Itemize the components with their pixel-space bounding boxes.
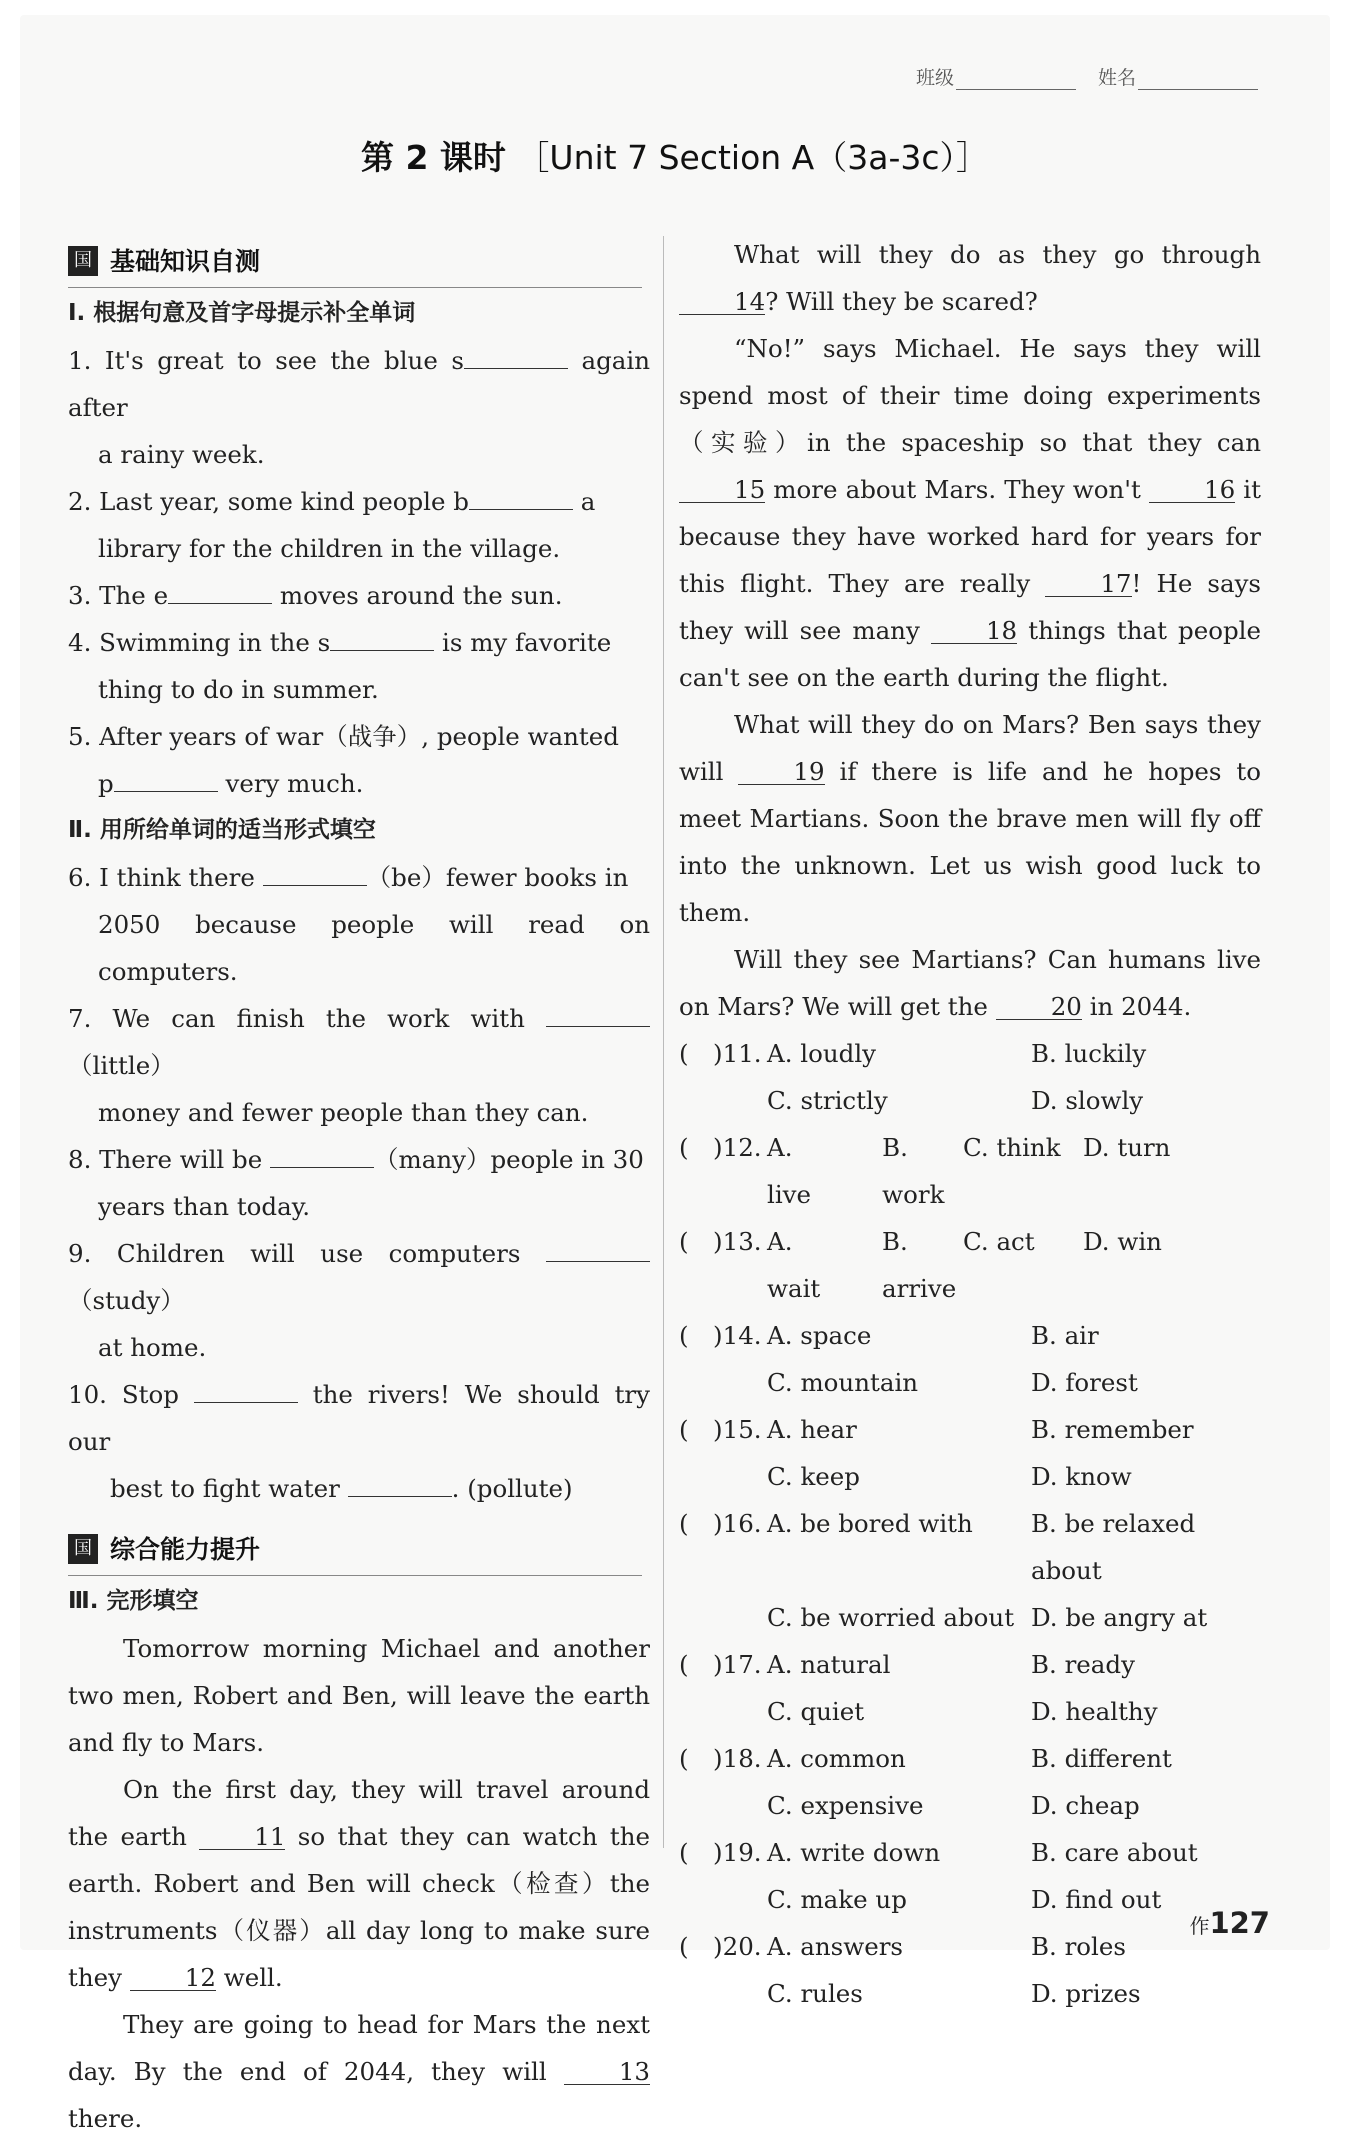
- question-4: 4. Swimming in the s is my favorite thing to do in summer.: [68, 628, 612, 704]
- name-field[interactable]: 姓名: [1098, 63, 1258, 90]
- option-row-11: ( )11. A. loudly B. luckily: [679, 1039, 1147, 1068]
- header-fields: [916, 63, 1258, 90]
- option-row-16: ( )16. A. be bored with B. be relaxed about: [679, 1509, 1196, 1585]
- option-row-12: ( )12. A. live B. work C. think D. turn: [679, 1133, 1171, 1209]
- class-field[interactable]: 班级: [916, 63, 1076, 90]
- section-icon: 国: [68, 1534, 98, 1564]
- passage-paragraph-4: What will they do as they go through 14? Will they be scared?: [679, 231, 1261, 325]
- question-8: 8. There will be （many）people in 30 years than today.: [68, 1145, 644, 1221]
- options-list: ( )11. A. loudly B. luckily C. strictly D. slowly ( )12. A. live B. work C. think D. turn ( )13. A. wait B. arrive C. act D. win ( )14. A. space B. air C. mountain D. forest ( )15. A. hear B. remember C. keep D. know ( )16. A. be bored with B. be relaxed about C. be worried about D. be angry at ( )17. A. natural B. ready C. quiet D. healthy ( )18. A. common B. different C. expensive D. cheap ( )19. A. write down B. care about C. make up D. find out ( )20. A. answers B. roles C. rules D. prizes: [679, 1030, 1261, 2017]
- question-10: 10. Stop the rivers! We should try our best to fight water . (pollute): [68, 1380, 650, 1503]
- question-2: 2. Last year, some kind people b a library for the children in the village.: [68, 487, 596, 563]
- question-3: 3. The e moves around the sun.: [68, 581, 563, 610]
- passage-paragraph-3: They are going to head for Mars the next day. By the end of 2044, they will 13 there.: [68, 2010, 650, 2133]
- passage-paragraph-5: “No!” says Michael. He says they will spend most of their time doing experiments（实验）in the spaceship so that they can 15 more about Mars. They won't 16 it because they have worked hard for years for this flight. They are really 17! He says they will see many 18 things that people can't see on the earth during the flight.: [679, 334, 1261, 692]
- part-2-heading: Ⅱ. 用所给单词的适当形式填空: [68, 817, 376, 843]
- option-row-15: ( )15. A. hear B. remember: [679, 1415, 1194, 1444]
- option-row-19: ( )19. A. write down B. care about: [679, 1838, 1198, 1867]
- question-9: 9. Children will use computers （study） at home.: [68, 1230, 650, 1371]
- question-6: 6. I think there （be）fewer books in 2050 because people will read on computers.: [68, 863, 650, 986]
- option-row-13: ( )13. A. wait B. arrive C. act D. win: [679, 1227, 1162, 1303]
- part-1-heading: Ⅰ. 根据句意及首字母提示补全单词: [68, 300, 416, 326]
- passage-paragraph-2: On the first day, they will travel around the earth 11 so that they can watch the earth. Robert and Ben will check（检查）the instruments（仪器）all day long to make sure they 12 well.: [68, 1775, 650, 1992]
- page-number: 作127: [1189, 1906, 1270, 1940]
- section-icon: 国: [68, 246, 98, 276]
- question-1: 1. It's great to see the blue s again after a rainy week.: [68, 346, 650, 469]
- right-column: [679, 231, 1261, 2017]
- question-7: 7. We can finish the work with （little） money and fewer people than they can.: [68, 995, 650, 1136]
- left-column: [68, 236, 650, 2142]
- passage-paragraph-6: What will they do on Mars? Ben says they will 19 if there is life and he hopes to meet Martians. Soon the brave men will fly off into the unknown. Let us wish good luck to them.: [679, 710, 1261, 927]
- part-3-heading: Ⅲ. 完形填空: [68, 1588, 199, 1614]
- question-5: 5. After years of war（战争）, people wanted p very much.: [68, 722, 619, 798]
- page-title: 第 2 课时 ［Unit 7 Section A（3a-3c）］: [360, 138, 990, 177]
- option-row-18: ( )18. A. common B. different: [679, 1744, 1172, 1773]
- option-row-20: ( )20. A. answers B. roles: [679, 1932, 1126, 1961]
- option-row-14: ( )14. A. space B. air: [679, 1321, 1099, 1350]
- passage-paragraph-1: Tomorrow morning Michael and another two men, Robert and Ben, will leave the earth and fly to Mars.: [68, 1634, 650, 1757]
- section-heading-basic: 国 基础知识自测: [68, 236, 650, 286]
- column-divider: [663, 236, 664, 1848]
- option-row-17: ( )17. A. natural B. ready: [679, 1650, 1135, 1679]
- section-heading-advanced: 国 综合能力提升: [68, 1524, 650, 1574]
- passage-paragraph-7: Will they see Martians? Can humans live on Mars? We will get the 20 in 2044.: [679, 945, 1261, 1021]
